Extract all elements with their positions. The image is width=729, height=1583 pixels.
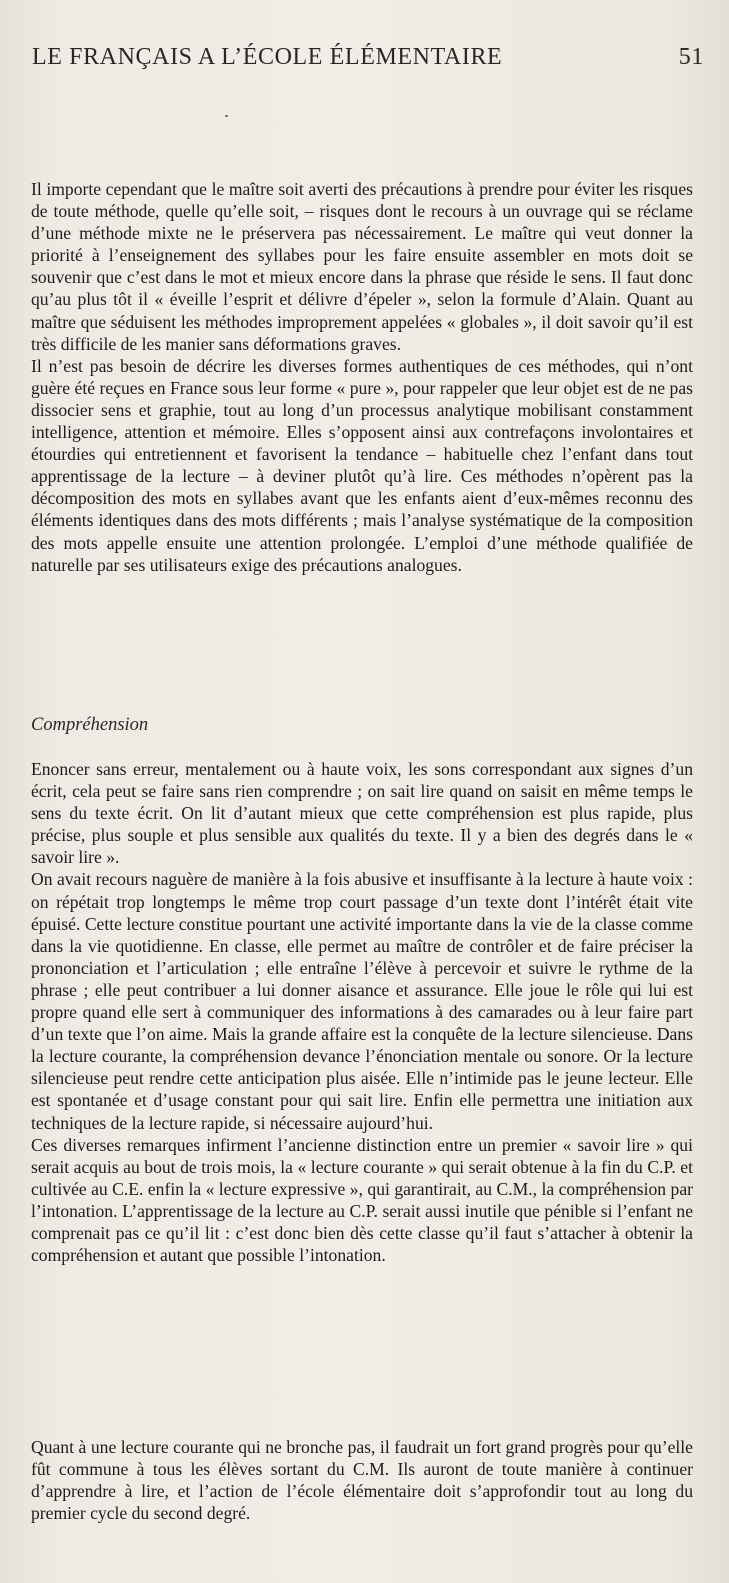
intro-text-block	[31, 178, 693, 576]
paragraph: Il n’est pas besoin de décrire les diverses formes authentiques de ces méthodes, qui n’ont guère été reçues en France sous leur forme « pure », pour rappeler que leur objet est de ne pas dissocier sens et graphie, tout au long d’un processus analytique mobilisant constamment intelligence, attention et mémoire. Elles s’opposent ainsi aux contrefaçons involontaires et étourdies qui entretiennent et favorisent la tendance – habituelle chez l’enfant dans tout apprentissage de la lecture – à deviner plutôt qu’à lire. Ces méthodes n’opèrent pas la décomposition des mots en syllabes avant que les enfants aient d’eux-mêmes reconnu des éléments identiques dans des mots différents ; mais l’analyse systématique de la composition des mots appelle ensuite une attention prolongée. L’emploi d’une méthode qualifiée de naturelle par ses utilisateurs exige des précautions analogues.	[31, 355, 693, 575]
comprehension-text-block	[31, 758, 693, 1266]
paragraph: Ces diverses remarques infirment l’ancienne distinction entre un premier « savoir lire » qui serait acquis au bout de trois mois, la « lecture courante » qui serait obtenue à la fin du C.P. et cultivée au C.E. enfin la « lecture expressive », qui garantirait, au C.M., la compréhension par l’intonation. L’apprentissage de la lecture au C.P. serait aussi inutile que pénible si l’enfant ne comprenait pas ce qu’il lit : c’est donc bien dès cette classe qu’il faut s’attacher à obtenir la compréhension et autant que possible l’intonation.	[31, 1134, 693, 1266]
paragraph: On avait recours naguère de manière à la fois abusive et insuffisante à la lecture à haute voix : on répétait trop longtemps le même trop court passage d’un texte dont l’intérêt était vite épuisé. Cette lecture constitue pourtant une activité importante dans la vie de la classe comme dans la vie quotidienne. En classe, elle permet au maître de contrôler et de faire préciser la prononciation et l’articulation ; elle entraîne l’élève à percevoir et suivre le rythme de la phrase ; elle peut contribuer a lui donner aisance et assurance. Elle joue le rôle qui lui est propre quand elle sert à communiquer des informations à des camarades ou à leur faire part d’un texte que l’on aime. Mais la grande affaire est la conquête de la lecture silencieuse. Dans la lecture courante, la compréhension devance l’énonciation mentale ou sonore. Or la lecture silencieuse peut rendre cette anticipation plus aisée. Elle n’intimide pas le jeune lecteur. Elle est spontanée et d’usage constant pour qui sait lire. Enfin elle permettra une initiation aux techniques de la lecture rapide, si nécessaire aujourd’hui.	[31, 869, 693, 1133]
section-heading: Compréhension	[31, 715, 149, 735]
paragraph: Quant à une lecture courante qui ne bronche pas, il faudrait un fort grand progrès pour qu’elle fût commune à tous les élèves sortant du C.M. Ils auront de toute manière à continuer d’apprendre à lire, et l’action de l’école élémentaire doit s’approfondir tout au long du premier cycle du second degré.	[31, 1437, 693, 1524]
print-speck	[225, 115, 228, 117]
paragraph: Il importe cependant que le maître soit averti des précautions à prendre pour éviter les risques de toute méthode, quelle qu’elle soit, – risques dont le recours à un ouvrage qui se réclame d’une méthode mixte ne le préservera pas nécessairement. Le maître qui veut donner la priorité à l’enseignement des syllabes pour les faire ensuite assembler en mots doit se souvenir que c’est dans le mot et mieux encore dans la phrase que réside le sens. Il faut donc qu’au plus tôt il « éveille l’esprit et délivre d’épeler », selon la formule d’Alain. Quant au maître que séduisent les méthodes improprement appelées « globales », il doit savoir qu’il est très difficile de les manier sans déformations graves.	[31, 179, 693, 354]
paragraph: Enoncer sans erreur, mentalement ou à haute voix, les sons correspondant aux signes d’un écrit, cela peut se faire sans rien comprendre ; on sait lire quand on saisit en même temps le sens du texte écrit. On lit d’autant mieux que cette compréhension est plus rapide, plus précise, plus souple et plus sensible aux qualités du texte. Il y a bien des degrés dans le « savoir lire ».	[31, 759, 693, 868]
chapter-title: LE FRANÇAIS A L’ÉCOLE ÉLÉMENTAIRE	[32, 44, 503, 70]
final-text-block	[31, 1436, 693, 1524]
page-number: 51	[678, 44, 704, 70]
running-head	[32, 44, 704, 76]
